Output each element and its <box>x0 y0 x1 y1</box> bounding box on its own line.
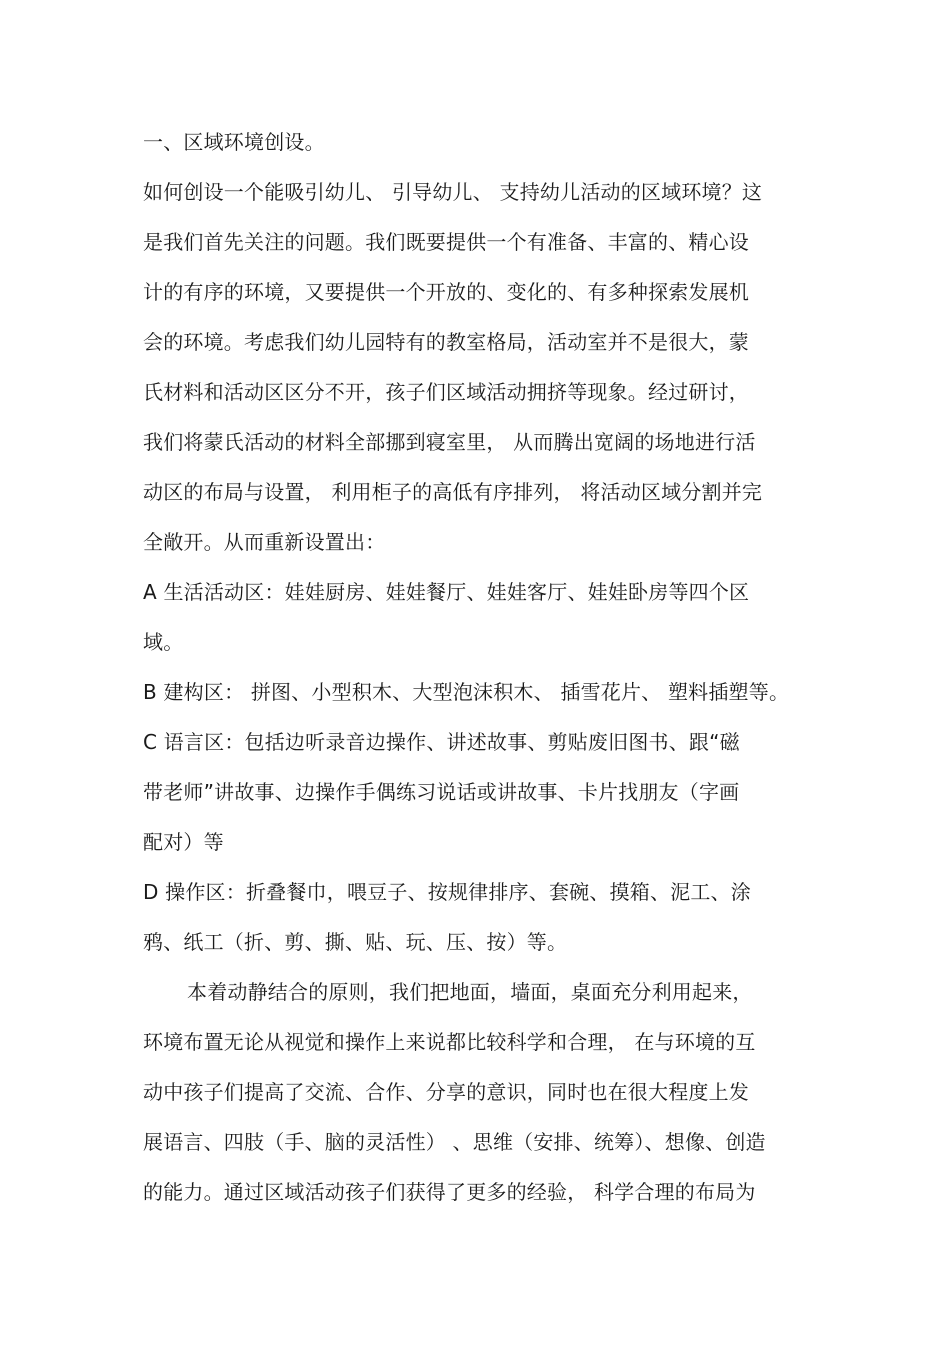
list-item-c-continued: 带老师”讲故事、边操作手偶练习说话或讲故事、卡片找朋友（字画 <box>143 780 740 804</box>
paragraph-line: 氏材料和活动区区分不开，孩子们区域活动拥挤等现象。经过研讨， <box>143 380 749 404</box>
paragraph-line-indented: 本着动静结合的原则，我们把地面，墙面，桌面充分利用起来， <box>187 980 753 1004</box>
list-item-a-continued: 域。 <box>143 630 184 654</box>
paragraph-line: 是我们首先关注的问题。我们既要提供一个有准备、丰富的、精心设 <box>143 230 749 254</box>
list-item-d: D 操作区：折叠餐巾，喂豆子、按规律排序、套碗、摸箱、泥工、涂 <box>143 880 751 904</box>
list-item-a: A 生活活动区：娃娃厨房、娃娃餐厅、娃娃客厅、娃娃卧房等四个区 <box>143 580 750 604</box>
paragraph-line: 环境布置无论从视觉和操作上来说都比较科学和合理， 在与环境的互 <box>143 1030 756 1054</box>
list-item-c: C 语言区：包括边听录音边操作、讲述故事、剪贴废旧图书、跟“磁 <box>143 730 740 754</box>
list-item-c-continued: 配对）等 <box>143 830 224 854</box>
paragraph-line: 会的环境。考虑我们幼儿园特有的教室格局，活动室并不是很大，蒙 <box>143 330 749 354</box>
list-item-d-continued: 鸦、纸工（折、剪、撕、贴、玩、压、按）等。 <box>143 930 568 954</box>
list-item-b: B 建构区： 拼图、小型积木、大型泡沫积木、 插雪花片、 塑料插塑等。 <box>143 680 790 704</box>
paragraph-line: 我们将蒙氏活动的材料全部挪到寝室里， 从而腾出宽阔的场地进行活 <box>143 430 756 454</box>
section-heading: 一、区域环境创设。 <box>143 130 325 154</box>
paragraph-line: 动区的布局与设置， 利用柜子的高低有序排列， 将活动区域分割并完 <box>143 480 763 504</box>
paragraph-line: 展语言、四肢（手、脑的灵活性） 、思维（安排、统筹）、想像、创造 <box>143 1130 766 1154</box>
paragraph-line: 动中孩子们提高了交流、合作、分享的意识，同时也在很大程度上发 <box>143 1080 749 1104</box>
paragraph-line: 全敞开。从而重新设置出： <box>143 530 386 554</box>
paragraph-line: 如何创设一个能吸引幼儿、 引导幼儿、 支持幼儿活动的区域环境？这 <box>143 180 763 204</box>
paragraph-line: 的能力。通过区域活动孩子们获得了更多的经验， 科学合理的布局为 <box>143 1180 756 1204</box>
paragraph-line: 计的有序的环境，又要提供一个开放的、变化的、有多种探索发展机 <box>143 280 749 304</box>
